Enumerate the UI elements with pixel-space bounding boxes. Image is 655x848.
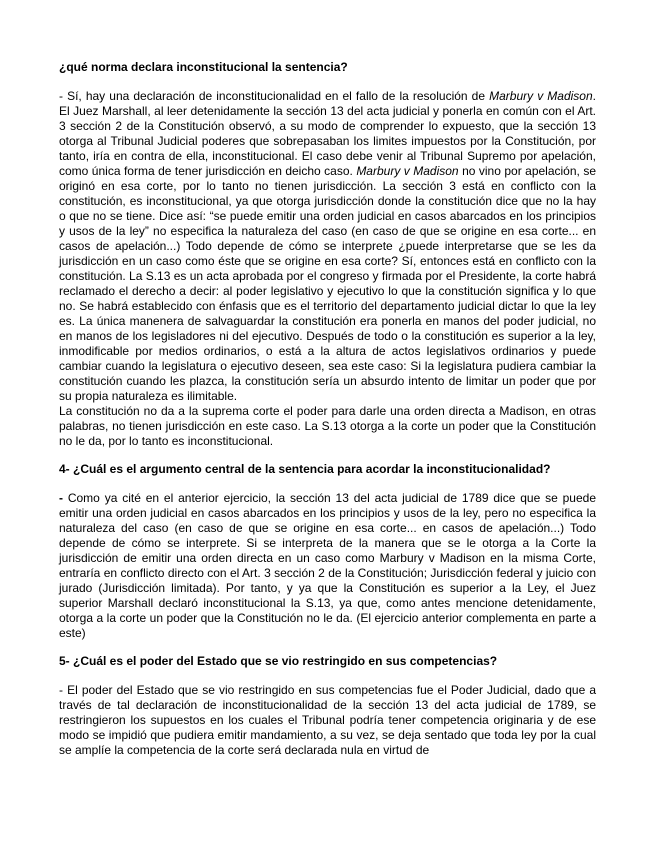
spacer bbox=[59, 641, 596, 654]
spacer bbox=[59, 75, 596, 89]
answer-text: . El Juez Marshall, al leer detenidamente la sección 13 del acta judicial y ponerla en común con el Art. 3 sección 2 de la Constitución observó, a su modo de comprender lo expuesto, que la sección 13 otorga al Tribunal Judicial poderes que sobrepasaban los limites impuestos por la Constitución, por tanto, iría en contra de ella, inconstitucional. El caso debe venir al Tribunal Supremo por apelación, como única forma de tener jurisdicción en deicho caso. bbox=[59, 89, 596, 178]
answer-text: Como ya cité en el anterior ejercicio, la sección 13 del acta judicial de 1789 dice que se puede emitir una orden judicial en casos abarcados en los principios y usos de la ley, pero no especifica la naturaleza del caso (en caso de que se origine en esa corte... en casos de apelación...) Todo depende de cómo se interprete. Si se interpreta de la manera que se le otorga a la Corte la jurisdicción de emitir una orden directa en un caso como Marbury v Madison en la misma Corte, entraría en conflicto directo con el Art. 3 sección 2 de la Constitución; Jurisdicción federal y juicio con jurado (Jurisdicción limitada). Por tanto, y ya que la Constitución es superior a la Ley, el Juez superior Marshall declaró inconstitucional la S.13, ya que, como antes mencione detenidamente, otorga a la corte un poder que la Constitución no le da. (El ejercicio anterior complementa en parte a este) bbox=[59, 491, 596, 640]
question-3-answer-paragraph bbox=[59, 89, 596, 404]
spacer bbox=[59, 669, 596, 683]
question-5-answer-paragraph: - El poder del Estado que se vio restringido en sus competencias fue el Poder Judicial, dado que a través de tal declaración de inconstitucionalidad de la sección 13 del acta judicial de 1789, se restringieron los supuestos en los cuales el Tribunal podría tener competencia originaria y de ese modo se impidió que pudiera emitir mandamiento, a su vez, se deja sentado que toda ley por la cual se amplíe la competencia de la corte será declarada nula en virtud de bbox=[59, 683, 596, 757]
spacer bbox=[59, 449, 596, 462]
question-3-heading: ¿qué norma declara inconstitucional la sentencia? bbox=[59, 60, 348, 74]
bullet-dash: - bbox=[59, 491, 63, 505]
question-5-heading: 5- ¿Cuál es el poder del Estado que se vio restringido en sus competencias? bbox=[59, 654, 498, 668]
question-4-heading: 4- ¿Cuál es el argumento central de la sentencia para acordar la inconstitucionalidad? bbox=[59, 462, 551, 476]
question-4-answer-paragraph bbox=[59, 491, 596, 641]
case-name-italic: Marbury v Madison bbox=[356, 164, 459, 178]
document-body bbox=[59, 60, 596, 758]
spacer bbox=[59, 477, 596, 491]
answer-text: no vino por apelación, se originó en esa corte, por lo tanto no tienen jurisdicción. La sección 3 está en conflicto con la constitución, es inconstitucional, ya que otorga jurisdicción donde la constitución dice que no la hay o que no se tiene. Dice así: “se puede emitir una orden judicial en casos abarcados en los principios y usos de la ley” no especifica la naturaleza del caso (en caso de que se origine en esa corte... en casos de apelación...) Todo depende de cómo se interprete ¿puede interpretarse que se les da jurisdicción en un caso como éste que se origine en esa corte? Sí, entonces está en conflicto con la constitución. La S.13 es un acta aprobada por el congreso y firmada por el Presidente, la corte habrá reclamado el derecho a decir: al poder legislativo y ejecutivo lo que la constitución significa y lo que no. Se habrá establecido con énfasis que es el territorio del departamento judicial dictar lo que la ley es. La única manenera de salvaguardar la constitución era ponerla en manos del poder judicial, no en manos de los legisladores ni del ejecutivo. Después de todo o la constitución es superior a la ley, inmodificable por medios ordinarios, o está a la altura de actos legislativos ordinarios y puede cambiar cuando la legislatura o ejecutivo deseen, sea este caso: Si la legislatura pudiera cambiar la constitución cuando les plazca, la constitución sería un absurdo intento de limitar un poder que por su propia naturaleza es ilimitable. bbox=[59, 164, 597, 403]
case-name-italic: Marbury v Madison bbox=[489, 89, 593, 103]
question-3-conclusion-paragraph: La constitución no da a la suprema corte el poder para darle una orden directa a Madison, en otras palabras, no tienen jurisdicción en este caso. La S.13 otorga a la corte un poder que la Constitución no le da, por lo tanto es inconstitucional. bbox=[59, 404, 596, 448]
answer-text: - Sí, hay una declaración de inconstitucionalidad en el fallo de la resolución de bbox=[59, 89, 490, 103]
